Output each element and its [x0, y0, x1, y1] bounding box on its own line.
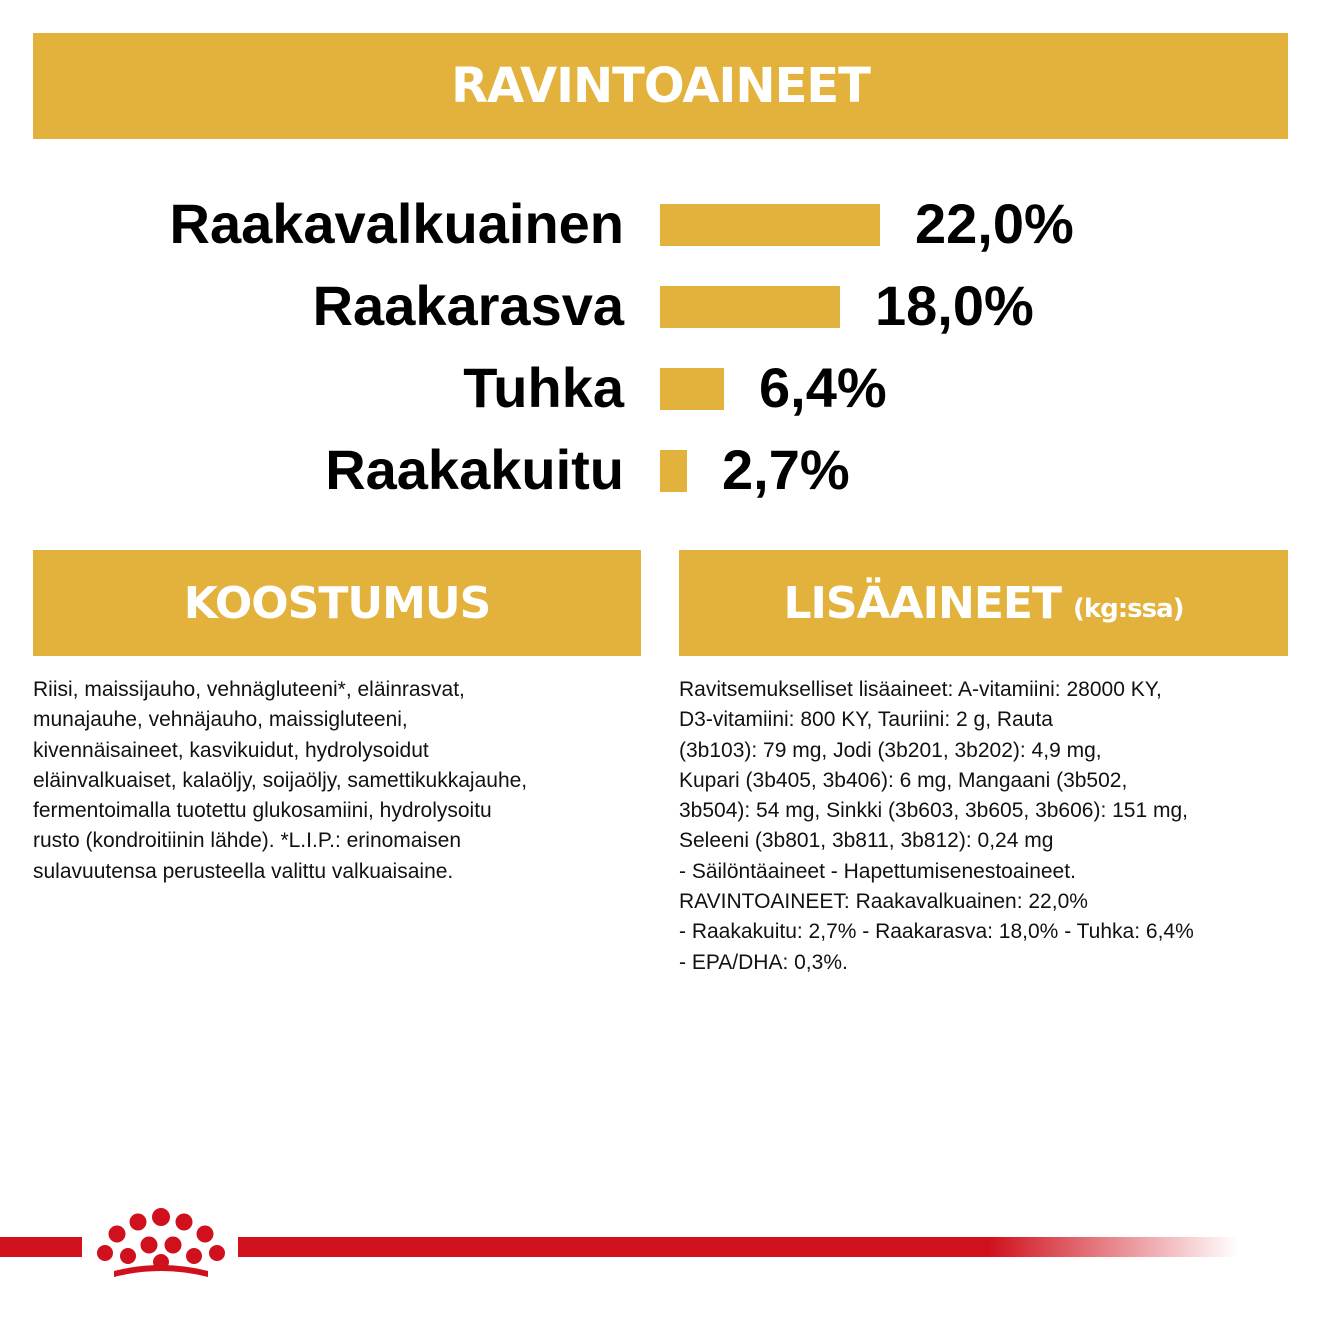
nutrient-label: Tuhka — [463, 356, 624, 419]
crown-icon — [92, 1205, 230, 1287]
additives-line: - EPA/DHA: 0,3%. — [679, 950, 848, 974]
additives-line: - Säilöntäaineet - Hapettumisenestoaineet. — [679, 859, 1076, 883]
additives-line: RAVINTOAINEET: Raakavalkuainen: 22,0% — [679, 890, 1088, 914]
brand-stripe-left — [0, 1237, 82, 1257]
composition-line: sulavuutensa perusteella valittu valkuaisaine. — [33, 859, 454, 883]
nutrient-value: 18,0% — [875, 274, 1034, 337]
additives-line: D3-vitamiini: 800 KY, Tauriini: 2 g, Rauta — [679, 708, 1053, 732]
nutrient-label: Raakarasva — [312, 274, 624, 337]
composition-banner — [33, 550, 641, 656]
composition-line: eläinvalkuaiset, kalaöljy, soijaöljy, samettikukkajauhe, — [33, 768, 528, 792]
nutrient-label: Raakakuitu — [325, 438, 624, 501]
brand-stripe-right — [238, 1237, 1238, 1257]
additives-subtitle: (kg:ssa) — [1072, 594, 1184, 624]
nutrient-value: 2,7% — [722, 438, 850, 501]
additives-line: Seleeni (3b801, 3b811, 3b812): 0,24 mg — [679, 829, 1054, 853]
additives-line: (3b103): 79 mg, Jodi (3b201, 3b202): 4,9 mg, — [679, 738, 1102, 762]
composition-line: rusto (kondroitiinin lähde). *L.I.P.: erinomaisen — [33, 829, 462, 853]
composition-line: fermentoimalla tuotettu glukosamiini, hydrolysoitu — [33, 799, 492, 823]
nutrient-label: Raakavalkuainen — [169, 192, 624, 255]
additives-title: LISÄAINEET — [783, 577, 1061, 629]
nutrient-row — [0, 356, 1320, 420]
nutrient-bar — [660, 368, 724, 410]
composition-line: munajauhe, vehnäjauho, maissigluteeni, — [33, 708, 408, 732]
nutrients-banner — [33, 33, 1288, 139]
composition-line: Riisi, maissijauho, vehnägluteeni*, eläinrasvat, — [33, 678, 465, 701]
nutrient-row — [0, 438, 1320, 502]
additives-line: 3b504): 54 mg, Sinkki (3b603, 3b605, 3b606): 151 mg, — [679, 799, 1189, 823]
composition-text — [33, 675, 633, 887]
nutrient-bar — [660, 204, 880, 246]
additives-line: Kupari (3b405, 3b406): 6 mg, Mangaani (3b502, — [679, 768, 1128, 792]
additives-line: - Raakakuitu: 2,7% - Raakarasva: 18,0% - Tuhka: 6,4% — [679, 920, 1194, 944]
additives-line: Ravitsemukselliset lisäaineet: A-vitamiini: 28000 KY, — [679, 678, 1162, 701]
nutrient-value: 6,4% — [759, 356, 887, 419]
additives-text — [679, 675, 1289, 978]
nutrient-bar — [660, 286, 840, 328]
nutrient-bar — [660, 450, 687, 492]
nutrient-value: 22,0% — [915, 192, 1074, 255]
nutrient-row — [0, 274, 1320, 338]
nutrients-title: RAVINTOAINEET — [451, 58, 870, 114]
composition-title: KOOSTUMUS — [183, 577, 491, 629]
nutrient-row — [0, 192, 1320, 256]
additives-banner — [679, 550, 1288, 656]
composition-line: kivennäisaineet, kasvikuidut, hydrolysoidut — [33, 738, 429, 762]
